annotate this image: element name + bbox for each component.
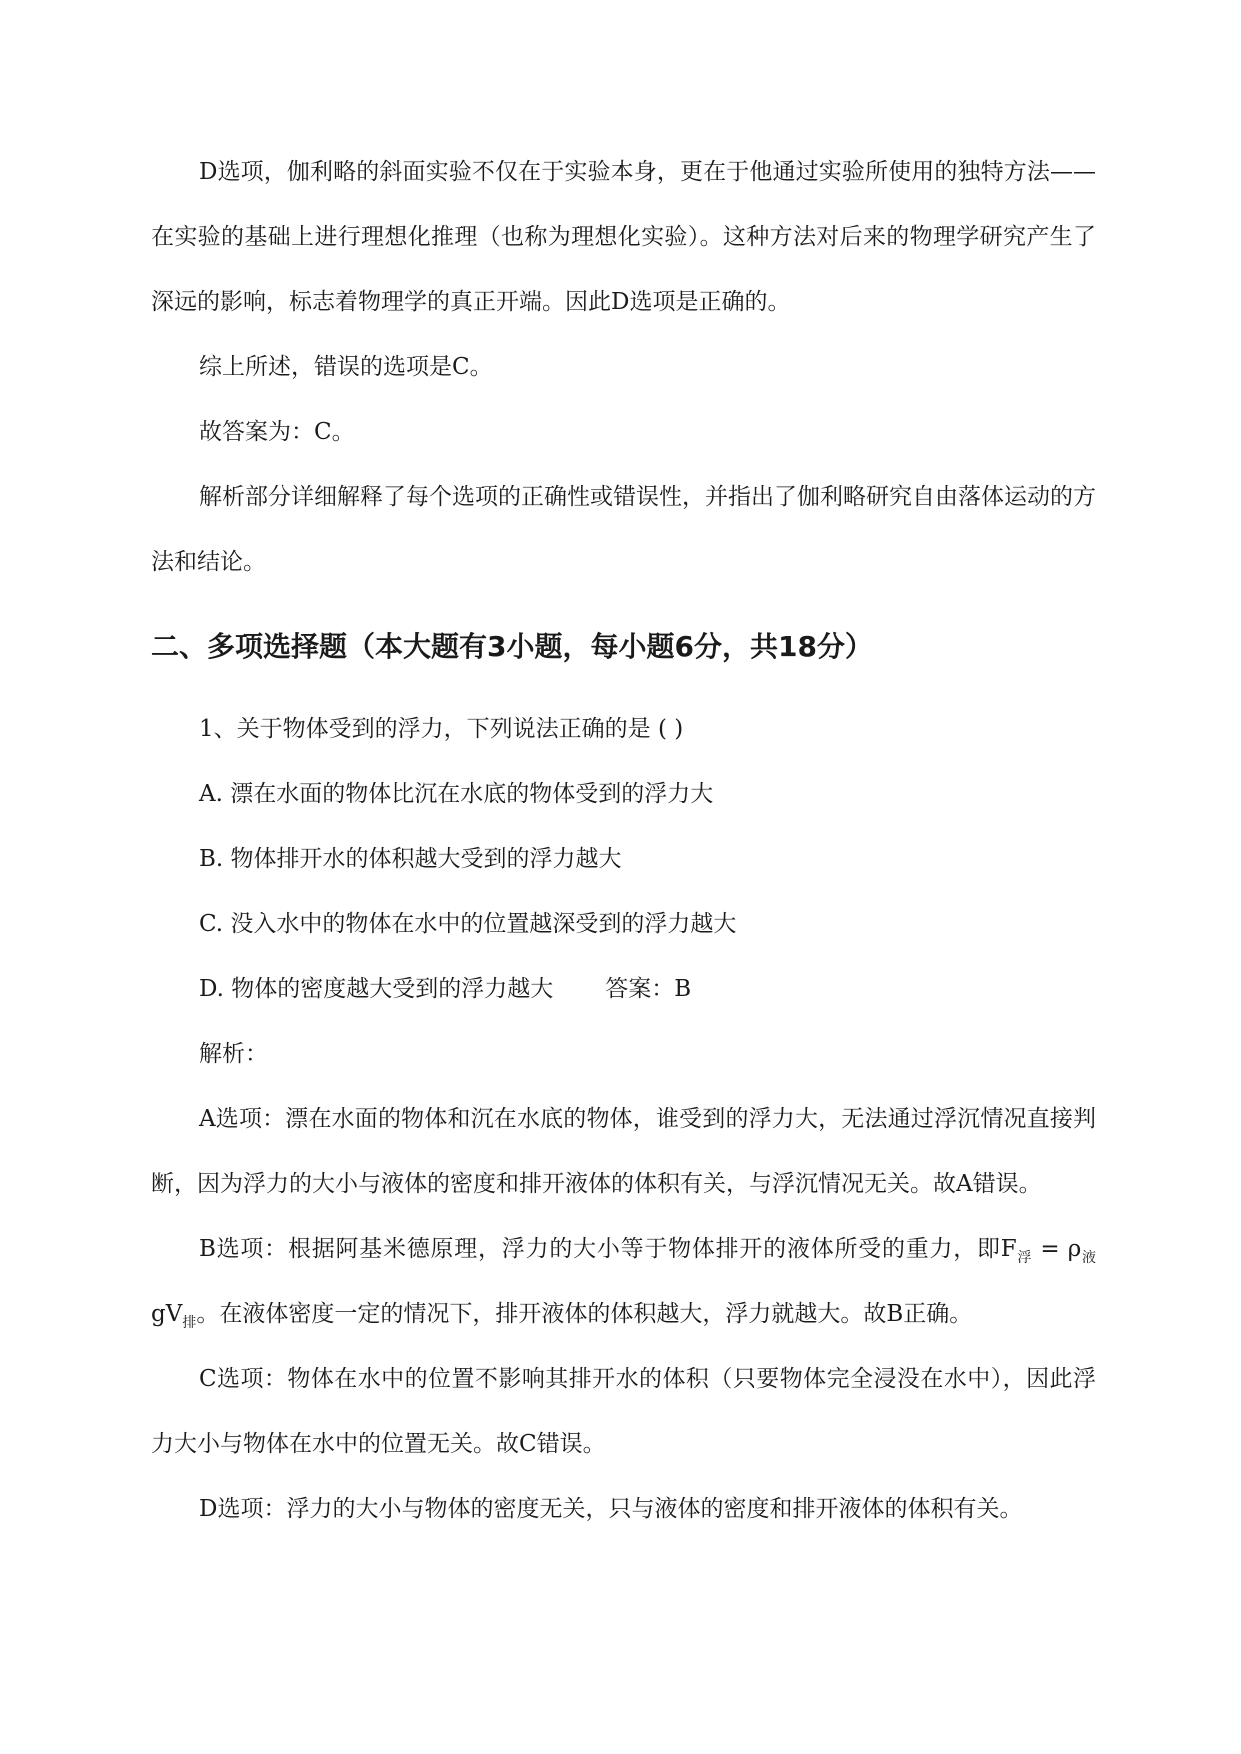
analysis-b-sub-fu: 浮 bbox=[1016, 1250, 1033, 1266]
question-option-c: C. 没入水中的物体在水中的位置越深受到的浮力越大 bbox=[199, 911, 737, 937]
question-option-d-line bbox=[151, 957, 1096, 1022]
analysis-b-text-1: B选项：根据阿基米德原理，浮力的大小等于物体排开的液体所受的重力，即F bbox=[199, 1236, 1017, 1262]
analysis-option-d: D选项：浮力的大小与物体的密度无关，只与液体的密度和排开液体的体积有关。 bbox=[199, 1496, 1023, 1522]
question-stem: 1、关于物体受到的浮力，下列说法正确的是 ( ) bbox=[199, 716, 684, 742]
analysis-b-sub-ye: 液 bbox=[1081, 1250, 1097, 1266]
analysis-b-text-2: = ρ bbox=[1032, 1236, 1082, 1262]
analysis-option-c: C选项：物体在水中的位置不影响其排开水的体积（只要物体完全浸没在水中），因此浮力大小与物体在水中的位置无关。故C错误。 bbox=[151, 1366, 1096, 1457]
analysis-b-sub-pai: 排 bbox=[182, 1315, 197, 1331]
paragraph-d-option-galileo: D选项，伽利略的斜面实验不仅在于实验本身，更在于他通过实验所使用的独特方法——在实验的基础上进行理想化推理（也称为理想化实验）。这种方法对后来的物理学研究产生了深远的影响，标志着物理学的真正开端。因此D选项是正确的。 bbox=[151, 159, 1096, 315]
analysis-option-a: A选项：漂在水面的物体和沉在水底的物体，谁受到的浮力大，无法通过浮沉情况直接判断，因为浮力的大小与液体的密度和排开液体的体积有关，与浮沉情况无关。故A错误。 bbox=[151, 1106, 1096, 1197]
analysis-b-text-4: 。在液体密度一定的情况下，排开液体的体积越大，浮力就越大。故B正确。 bbox=[196, 1301, 973, 1327]
paragraph-summary: 综上所述，错误的选项是C。 bbox=[199, 354, 493, 380]
analysis-b-text-3: gV bbox=[151, 1301, 183, 1327]
paragraph-answer: 故答案为：C。 bbox=[199, 419, 355, 445]
analysis-option-b bbox=[151, 1217, 1096, 1347]
question-option-a: A. 漂在水面的物体比沉在水底的物体受到的浮力大 bbox=[199, 781, 714, 807]
analysis-label: 解析： bbox=[199, 1041, 268, 1067]
question-answer: 答案：B bbox=[605, 976, 692, 1002]
paragraph-explanation-note: 解析部分详细解释了每个选项的正确性或错误性，并指出了伽利略研究自由落体运动的方法和结论。 bbox=[151, 484, 1096, 575]
document-body bbox=[151, 140, 1096, 1542]
question-option-d: D. 物体的密度越大受到的浮力越大 bbox=[199, 976, 554, 1002]
question-option-b: B. 物体排开水的体积越大受到的浮力越大 bbox=[199, 846, 622, 872]
section-heading: 二、多项选择题（本大题有3小题，每小题6分，共18分） bbox=[151, 630, 873, 663]
